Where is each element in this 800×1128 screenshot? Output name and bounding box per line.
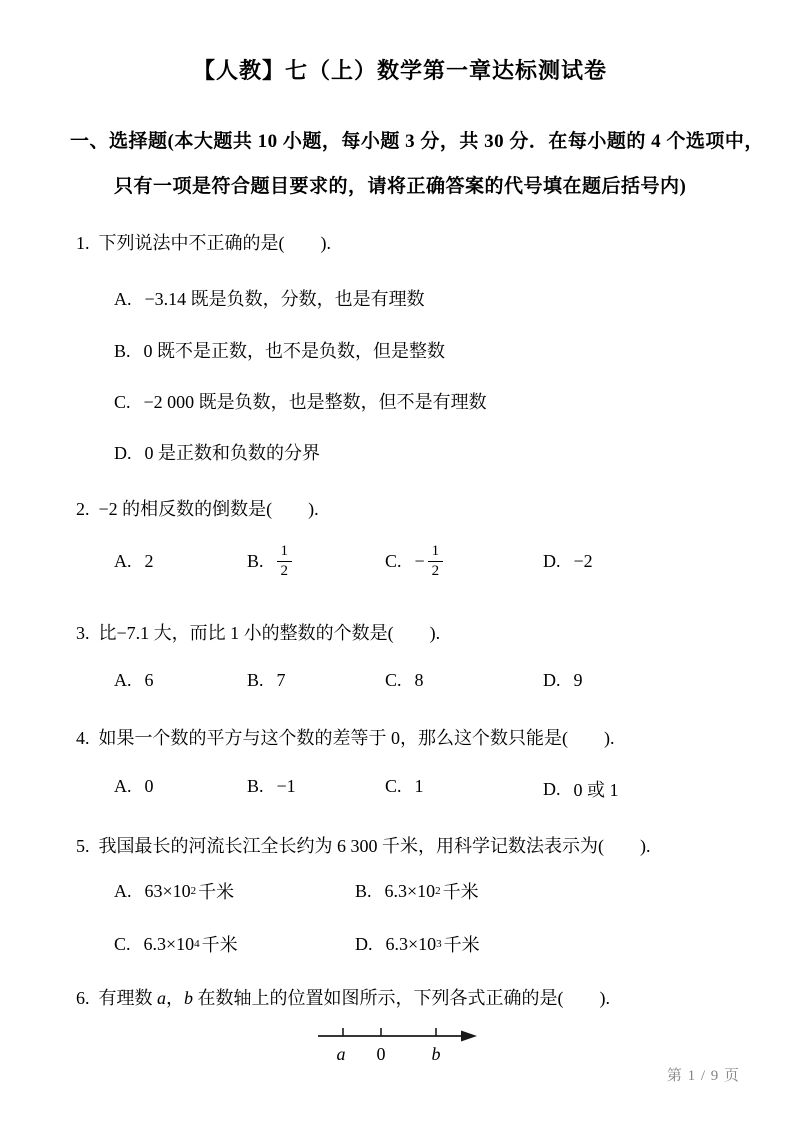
- question-5-option-b: B. 6.3×10 2 千米: [355, 878, 479, 904]
- question-3-text: 比−7.1 大，而比 1 小的整数的个数是( ).: [98, 623, 441, 643]
- option-unit: 千米: [201, 935, 238, 955]
- question-5-option-c: C. 6.3×10 4 千米: [114, 931, 238, 957]
- option-text: 7: [276, 670, 286, 690]
- question-5-stem: [76, 832, 651, 858]
- option-label: A.: [114, 550, 132, 571]
- option-label: A.: [114, 670, 132, 690]
- fraction-denominator: 2: [280, 562, 289, 579]
- question-1-option-c: [114, 388, 487, 414]
- question-4-text: 如果一个数的平方与这个数的差等于 0，那么这个数只能是( ).: [98, 728, 615, 748]
- option-label: C.: [385, 550, 402, 571]
- question-4-option-b: [247, 776, 296, 797]
- option-label: C.: [385, 776, 402, 796]
- option-value: 6.3×10: [385, 933, 437, 954]
- question-2-option-b: [247, 536, 292, 586]
- variable-a: a: [157, 988, 166, 1008]
- option-text: −1: [276, 776, 296, 796]
- question-4-option-c: [385, 776, 424, 797]
- number-line-label-zero: 0: [376, 1044, 386, 1064]
- option-text: 9: [573, 670, 583, 690]
- question-2-option-c: [385, 536, 443, 586]
- question-6-text-mid: ，: [166, 988, 184, 1008]
- option-value: 6.3×10: [384, 880, 436, 901]
- question-4-number: 4.: [76, 728, 90, 748]
- question-1-stem: [76, 229, 331, 255]
- option-label: B.: [247, 776, 264, 796]
- option-unit: 千米: [443, 935, 480, 955]
- question-4-option-d: [543, 776, 619, 802]
- fraction: [428, 543, 444, 579]
- question-2-text: −2 的相反数的倒数是( ).: [98, 499, 319, 519]
- number-line-figure: [308, 1020, 493, 1068]
- page-title: 【人教】七（上）数学第一章达标测试卷: [192, 58, 607, 83]
- number-line-label-b: b: [431, 1044, 441, 1064]
- question-4-option-a: [114, 776, 154, 797]
- number-line-label-a: a: [336, 1044, 346, 1064]
- question-5-number: 5.: [76, 836, 90, 856]
- variable-b: b: [184, 988, 193, 1008]
- fraction-numerator: 1: [277, 543, 293, 562]
- section-heading-line1: 一、选择题(本大题共 10 小题，每小题 3 分，共 30 分．在每小题的 4 个选项中，: [70, 131, 764, 152]
- option-label: D.: [543, 778, 561, 799]
- question-6-stem: [76, 984, 610, 1010]
- fraction-denominator: 2: [431, 562, 440, 579]
- option-label: D.: [543, 670, 561, 690]
- page-number: 第 1 / 9 页: [666, 1068, 740, 1084]
- option-label: D.: [543, 550, 561, 571]
- question-6-text-post: 在数轴上的位置如图所示，下列各式正确的是( ).: [193, 988, 610, 1008]
- option-label: C.: [114, 933, 131, 954]
- option-label: A.: [114, 776, 132, 796]
- option-text: 0: [144, 776, 154, 796]
- minus-sign: −: [414, 550, 425, 571]
- question-1-number: 1.: [76, 233, 90, 253]
- question-1-text: 下列说法中不正确的是( ).: [98, 233, 331, 253]
- question-1-option-d: [114, 439, 320, 465]
- question-3-number: 3.: [76, 623, 90, 643]
- option-label: B.: [355, 880, 372, 901]
- option-label: D.: [355, 933, 373, 954]
- question-5-option-d: D. 6.3×10 3 千米: [355, 931, 480, 957]
- option-label: A.: [114, 880, 132, 901]
- option-label: D.: [114, 443, 132, 463]
- question-2-option-d: [543, 536, 593, 586]
- question-3-option-d: [543, 670, 583, 691]
- option-text: 0 是正数和负数的分界: [144, 443, 320, 463]
- option-text: 0 或 1: [573, 780, 619, 800]
- question-1-option-a: [114, 285, 425, 311]
- question-1-option-b: [114, 337, 445, 363]
- option-label: B.: [114, 341, 131, 361]
- option-text: −2: [573, 550, 593, 571]
- option-unit: 千米: [442, 882, 479, 902]
- question-4-stem: [76, 724, 615, 750]
- question-3-option-c: [385, 670, 424, 691]
- option-text: 6: [144, 670, 154, 690]
- option-label: B.: [247, 670, 264, 690]
- question-5-option-a: A. 63×10 2 千米: [114, 878, 234, 904]
- question-2-number: 2.: [76, 499, 90, 519]
- arrow-right-icon: [461, 1031, 477, 1042]
- option-text: 2: [144, 550, 154, 571]
- option-label: C.: [385, 670, 402, 690]
- option-value: 6.3×10: [143, 933, 195, 954]
- option-text: 8: [414, 670, 424, 690]
- fraction: [277, 543, 293, 579]
- question-2-options: [0, 536, 800, 586]
- option-text: −2 000 既是负数，也是整数，但不是有理数: [143, 392, 487, 412]
- option-text: 1: [414, 776, 424, 796]
- question-6-text-pre: 有理数: [98, 988, 157, 1008]
- fraction-numerator: 1: [428, 543, 444, 562]
- question-6-number: 6.: [76, 988, 90, 1008]
- question-3-option-b: [247, 670, 286, 691]
- section-heading-line2: 只有一项是符合题目要求的，请将正确答案的代号填在题后括号内): [114, 176, 687, 197]
- question-5-text: 我国最长的河流长江全长约为 6 300 千米，用科学记数法表示为( ).: [98, 836, 651, 856]
- question-3-stem: [76, 619, 440, 645]
- option-label: C.: [114, 392, 131, 412]
- option-text: 0 既不是正数，也不是负数，但是整数: [143, 341, 446, 361]
- question-2-stem: [76, 495, 319, 521]
- option-value: 63×10: [144, 880, 191, 901]
- option-text: −3.14 既是负数，分数，也是有理数: [144, 289, 425, 309]
- question-2-option-a: [114, 536, 154, 586]
- option-unit: 千米: [198, 882, 235, 902]
- option-label: B.: [247, 550, 264, 571]
- option-label: A.: [114, 289, 132, 309]
- question-3-option-a: [114, 670, 154, 691]
